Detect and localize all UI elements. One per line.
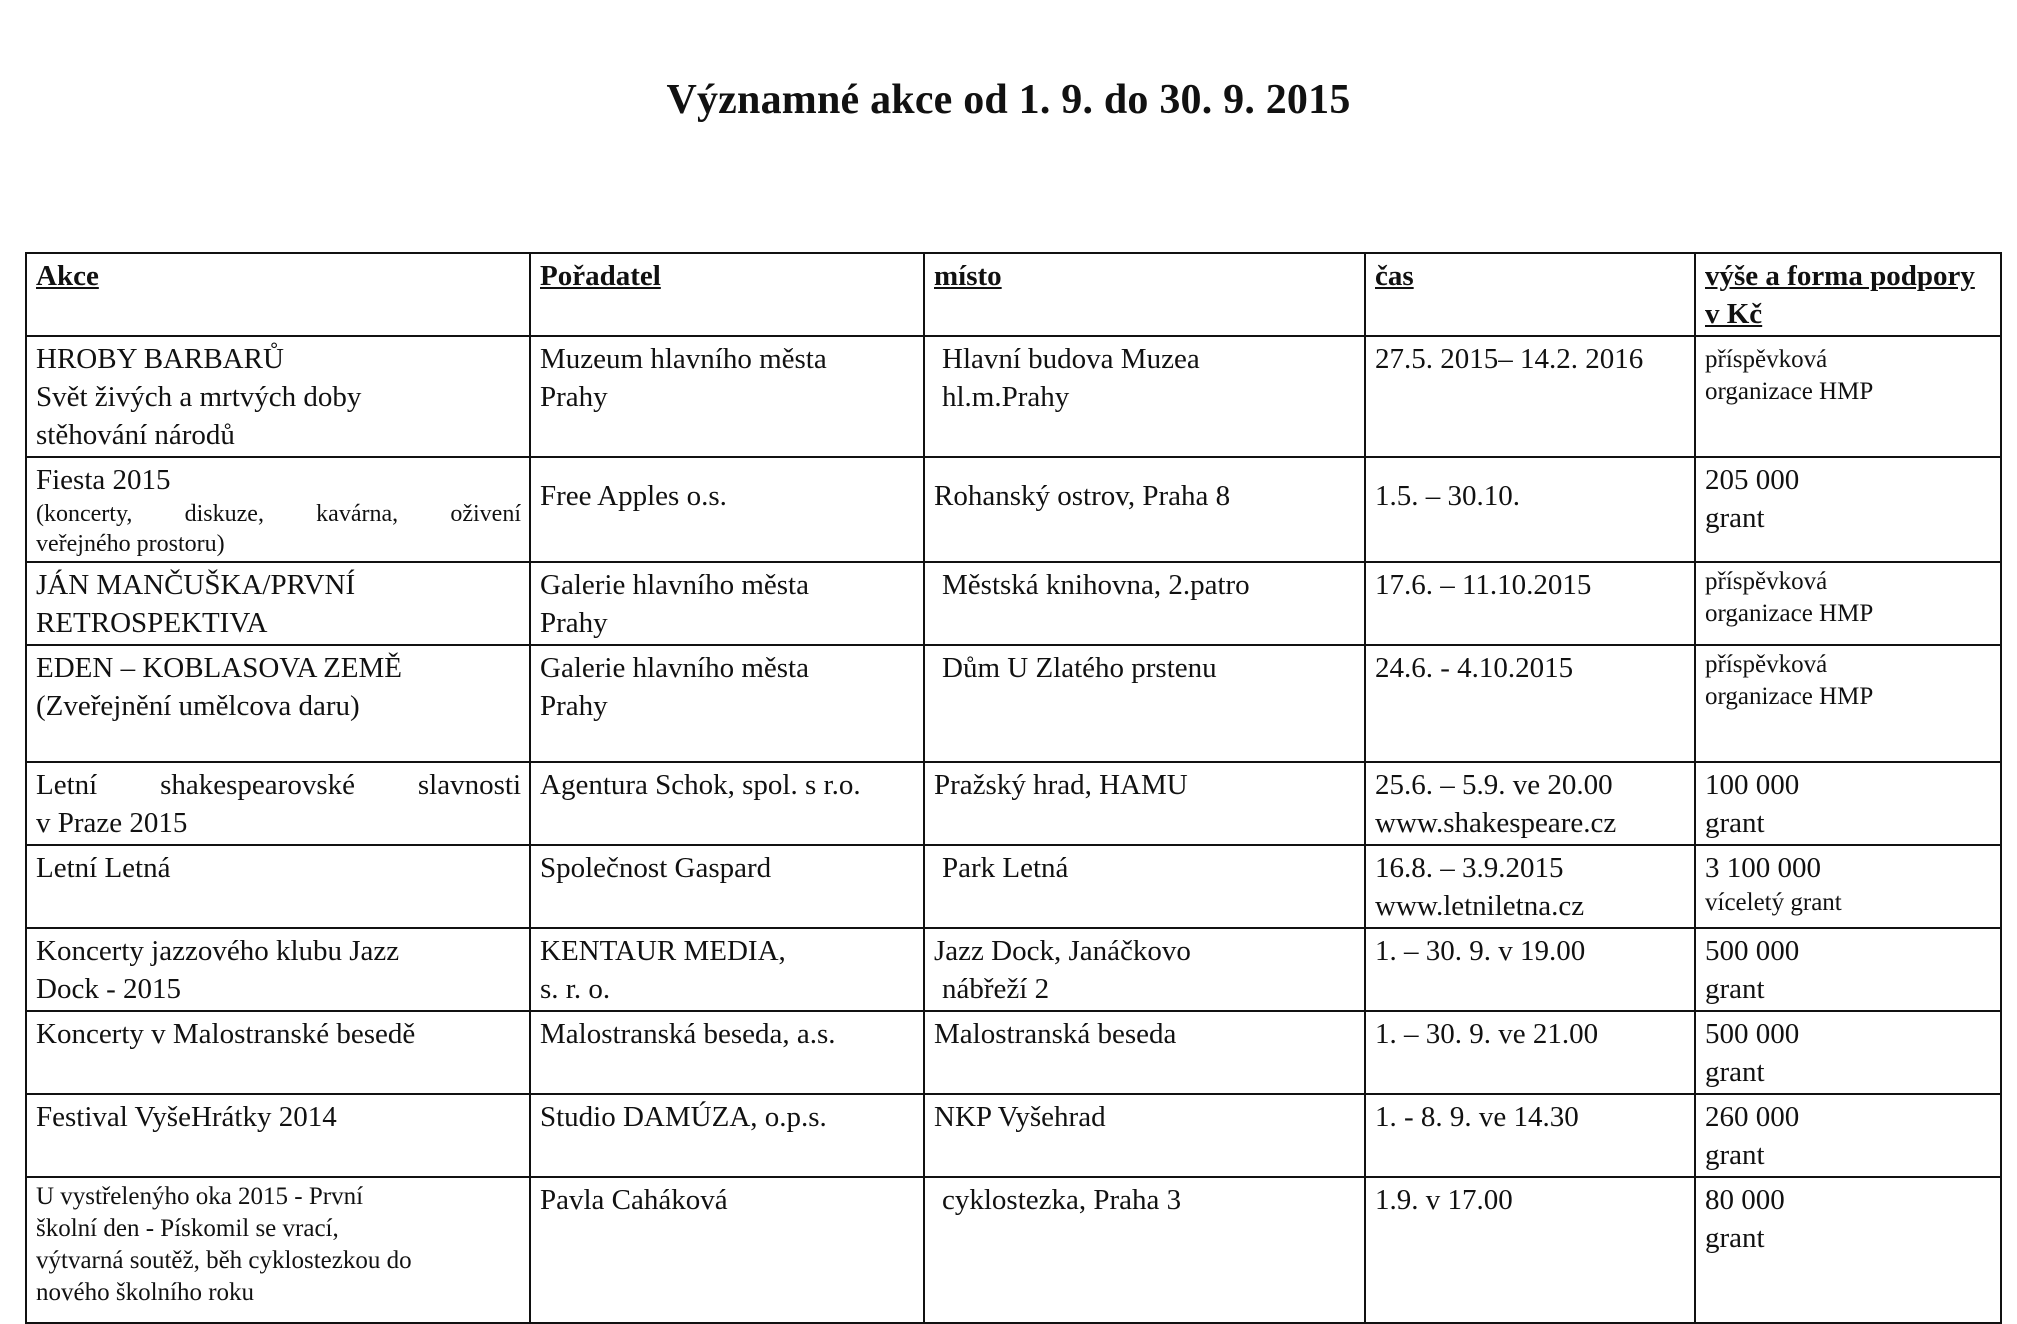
cell-text: 27.5. 2015– 14.2. 2016 [1375, 343, 1644, 375]
cell-text: s. r. o. [540, 973, 611, 1005]
cell-cas [1365, 1094, 1695, 1177]
cell-text: 1. – 30. 9. v 19.00 [1375, 935, 1586, 967]
table-row [26, 1094, 2001, 1177]
cell-text: víceletý grant [1705, 889, 1842, 916]
cell-text: organizace HMP [1705, 600, 1874, 627]
cell-text: Hlavní budova Muzea [942, 343, 1200, 375]
cell-akce [26, 1177, 530, 1323]
cell-cas [1365, 928, 1695, 1011]
cell-text: JÁN MANČUŠKA/PRVNÍ [36, 569, 356, 601]
cell-text: výtvarná soutěž, běh cyklostezkou do [36, 1247, 412, 1274]
cell-akce [26, 845, 530, 928]
cell-text: www.letniletna.cz [1375, 890, 1585, 922]
cell-text: 500 000 [1705, 935, 1800, 967]
cell-text: příspěvková [1705, 568, 1828, 595]
cell-text: školní den - Pískomil se vrací, [36, 1215, 339, 1242]
cell-vyse [1695, 562, 2001, 645]
cell-text: nového školního roku [36, 1279, 255, 1306]
header-misto: místo [924, 253, 1365, 336]
cell-text: 1.9. v 17.00 [1375, 1184, 1513, 1216]
cell-akce [26, 336, 530, 457]
cell-text: Letní shakespearovské slavnosti [36, 769, 521, 801]
cell-text: Galerie hlavního města [540, 652, 809, 684]
cell-text: 1.5. – 30.10. [1375, 480, 1520, 512]
cell-cas [1365, 645, 1695, 762]
cell-text: Fiesta 2015 [36, 464, 171, 496]
table-row [26, 1011, 2001, 1094]
cell-text: Dock - 2015 [36, 973, 181, 1005]
cell-akce [26, 1011, 530, 1094]
cell-vyse [1695, 645, 2001, 762]
table-body [26, 336, 2001, 1323]
cell-text: Malostranská beseda [934, 1018, 1177, 1050]
cell-vyse [1695, 336, 2001, 457]
cell-poradatel [530, 845, 924, 928]
cell-text: (Zveřejnění umělcova daru) [36, 690, 360, 722]
cell-text: grant [1705, 973, 1765, 1005]
cell-text: grant [1705, 1139, 1765, 1171]
cell-akce [26, 928, 530, 1011]
cell-text: stěhování národů [36, 419, 235, 451]
cell-text: www.shakespeare.cz [1375, 807, 1617, 839]
cell-text: Společnost Gaspard [540, 852, 772, 884]
cell-poradatel [530, 1094, 924, 1177]
table-row [26, 645, 2001, 762]
cell-cas [1365, 762, 1695, 845]
cell-cas [1365, 336, 1695, 457]
cell-text: hl.m.Prahy [942, 381, 1070, 413]
cell-text: grant [1705, 1222, 1765, 1254]
cell-text: RETROSPEKTIVA [36, 607, 268, 639]
cell-cas [1365, 457, 1695, 562]
table-row [26, 845, 2001, 928]
cell-vyse [1695, 762, 2001, 845]
cell-misto [924, 1094, 1365, 1177]
cell-misto [924, 928, 1365, 1011]
cell-text: veřejného prostoru) [36, 531, 225, 557]
cell-text: Agentura Schok, spol. s r.o. [540, 769, 861, 801]
table-row [26, 336, 2001, 457]
cell-cas [1365, 1011, 1695, 1094]
cell-akce [26, 1094, 530, 1177]
cell-text: Prahy [540, 690, 608, 722]
cell-text: Koncerty jazzového klubu Jazz [36, 935, 400, 967]
table-row [26, 562, 2001, 645]
cell-text: grant [1705, 807, 1765, 839]
cell-vyse [1695, 1094, 2001, 1177]
table-row [26, 1177, 2001, 1323]
cell-text: Prahy [540, 381, 608, 413]
cell-text: 500 000 [1705, 1018, 1800, 1050]
cell-text: Jazz Dock, Janáčkovo [934, 935, 1191, 967]
cell-text: Studio DAMÚZA, o.p.s. [540, 1101, 827, 1133]
cell-text: Svět živých a mrtvých doby [36, 381, 362, 413]
header-poradatel: Pořadatel [530, 253, 924, 336]
cell-text: organizace HMP [1705, 378, 1874, 405]
cell-text: organizace HMP [1705, 683, 1874, 710]
cell-vyse [1695, 457, 2001, 562]
cell-text: Malostranská beseda, a.s. [540, 1018, 836, 1050]
table-row [26, 928, 2001, 1011]
cell-text: příspěvková [1705, 651, 1828, 678]
cell-vyse [1695, 1177, 2001, 1323]
cell-poradatel [530, 1011, 924, 1094]
cell-text: Park Letná [942, 852, 1069, 884]
cell-misto [924, 762, 1365, 845]
cell-misto [924, 336, 1365, 457]
cell-text: Free Apples o.s. [540, 480, 727, 512]
cell-misto [924, 1011, 1365, 1094]
cell-text: U vystřelenýho oka 2015 - První [36, 1183, 364, 1210]
cell-poradatel [530, 762, 924, 845]
cell-text: NKP Vyšehrad [934, 1101, 1106, 1133]
cell-akce [26, 457, 530, 562]
cell-text: 16.8. – 3.9.2015 [1375, 852, 1564, 884]
cell-text: Festival VyšeHrátky 2014 [36, 1101, 337, 1133]
cell-vyse [1695, 928, 2001, 1011]
table-header-row [26, 253, 2001, 336]
cell-text: Galerie hlavního města [540, 569, 809, 601]
cell-text: 1. – 30. 9. ve 21.00 [1375, 1018, 1599, 1050]
cell-text: cyklostezka, Praha 3 [942, 1184, 1182, 1216]
cell-text: nábřeží 2 [942, 973, 1050, 1005]
cell-cas [1365, 1177, 1695, 1323]
table-row [26, 762, 2001, 845]
cell-text: 80 000 [1705, 1184, 1785, 1216]
cell-text: Muzeum hlavního města [540, 343, 827, 375]
cell-misto [924, 845, 1365, 928]
cell-misto [924, 457, 1365, 562]
cell-vyse [1695, 1011, 2001, 1094]
cell-misto [924, 1177, 1365, 1323]
cell-text: příspěvková [1705, 346, 1828, 373]
cell-text: Pavla Caháková [540, 1184, 728, 1216]
cell-poradatel [530, 645, 924, 762]
cell-akce [26, 762, 530, 845]
cell-akce [26, 562, 530, 645]
cell-text: Pražský hrad, HAMU [934, 769, 1188, 801]
cell-text: Letní Letná [36, 852, 171, 884]
cell-text: HROBY BARBARŮ [36, 343, 284, 375]
cell-text: 17.6. – 11.10.2015 [1375, 569, 1592, 601]
cell-text: 260 000 [1705, 1101, 1800, 1133]
header-cas: čas [1365, 253, 1695, 336]
cell-text: Prahy [540, 607, 608, 639]
cell-text: 205 000 [1705, 464, 1800, 496]
header-vyse-podpory: výše a forma podpory v Kč [1695, 253, 2001, 336]
cell-text: grant [1705, 1056, 1765, 1088]
cell-text: (koncerty, diskuze, kavárna, oživení [36, 501, 521, 527]
table-row [26, 457, 2001, 562]
cell-text: EDEN – KOBLASOVA ZEMĚ [36, 652, 402, 684]
cell-cas [1365, 845, 1695, 928]
cell-text: Koncerty v Malostranské besedě [36, 1018, 416, 1050]
cell-text: v Praze 2015 [36, 807, 188, 839]
cell-text: 24.6. - 4.10.2015 [1375, 652, 1574, 684]
cell-poradatel [530, 336, 924, 457]
cell-poradatel [530, 457, 924, 562]
cell-text: 25.6. – 5.9. ve 20.00 [1375, 769, 1613, 801]
events-table [25, 252, 2002, 1324]
header-akce: Akce [26, 253, 530, 336]
cell-text: 1. - 8. 9. ve 14.30 [1375, 1101, 1579, 1133]
cell-misto [924, 562, 1365, 645]
cell-text: Dům U Zlatého prstenu [942, 652, 1217, 684]
cell-text: 100 000 [1705, 769, 1800, 801]
cell-poradatel [530, 928, 924, 1011]
page-title: Významné akce od 1. 9. do 30. 9. 2015 [666, 77, 1351, 123]
cell-text: KENTAUR MEDIA, [540, 935, 786, 967]
cell-misto [924, 645, 1365, 762]
cell-text: grant [1705, 502, 1765, 534]
cell-akce [26, 645, 530, 762]
cell-text: 3 100 000 [1705, 852, 1821, 884]
cell-poradatel [530, 1177, 924, 1323]
cell-text: Rohanský ostrov, Praha 8 [934, 480, 1231, 512]
cell-cas [1365, 562, 1695, 645]
cell-vyse [1695, 845, 2001, 928]
cell-poradatel [530, 562, 924, 645]
cell-text: Městská knihovna, 2.patro [942, 569, 1250, 601]
